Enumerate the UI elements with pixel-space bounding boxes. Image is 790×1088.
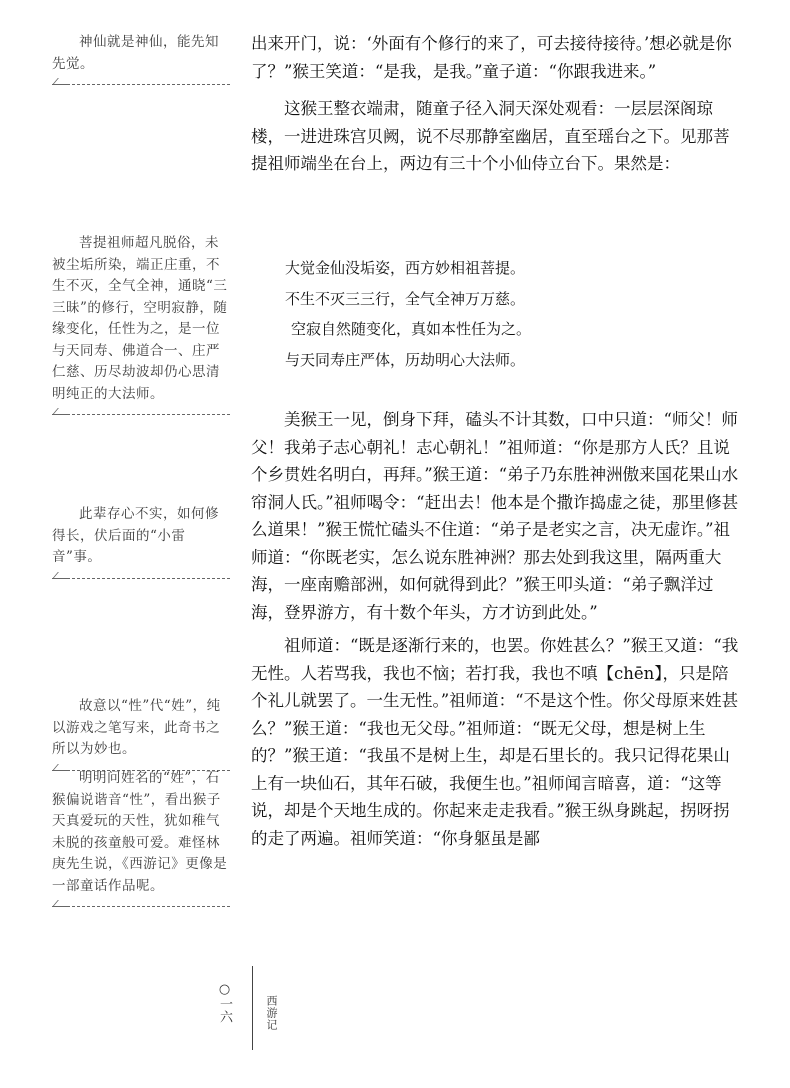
poem-line: 空寂自然随变化，真如本性任为之。 [291,320,532,338]
margin-note-text: 明明问姓名的“姓”，石猴偏说谐音“性”，看出猴子天真爱玩的天性，犹如稚气未脱的孩童般可爱。难怪林庚先生说，《西游记》更像是一部童话作品呢。 [52,770,228,894]
running-head: 西游记 [265,995,278,1031]
poem-line: 不生不灭三三行，全气全神万万慈。 [285,289,526,308]
margin-note [52,696,230,771]
body-paragraph: 出来开门，说：‘外面有个修行的来了，可去接待接待。’想必就是你了？”猴王笑道：“是我，是我。”童子道：“你跟我进来。” [251,34,732,81]
margin-note [52,233,230,415]
margin-note-text: 故意以“性”代“姓”，纯以游戏之笔写来，此奇书之所以为妙也。 [52,698,221,757]
body-paragraph: 美猴王一见，倒身下拜，磕头不计其数，口中只道：“师父！师父！我弟子志心朝礼！志心朝礼！”祖师道：“你是那方人氏？且说个乡贯姓名明白，再拜。”猴王道：“弟子乃东胜神洲傲来国花果山水帘洞人氏。”祖师喝令：“赶出去！他本是个撒诈捣虚之徒，那里修甚么道果！”猴王慌忙磕头不住道：“弟子是老实之言，决无虚诈。”祖师道：“你既老实，怎么说东胜神洲？那去处到我这里，隔两重大海，一座南赡部洲，如何就得到此？”猴王叩头道：“弟子飘洋过海，登界游方，有十数个年头，方才访到此处。” [251,410,739,622]
margin-note [52,32,230,85]
poem [285,253,745,375]
margin-note [52,768,230,907]
margin-note-text: 此辈存心不实，如何修得长，伏后面的“小雷音”事。 [52,506,219,565]
note-divider [52,78,230,85]
margin-note-text: 神仙就是神仙，能先知先觉。 [52,34,219,72]
poem-line: 大觉金仙没垢姿，西方妙相祖菩提。 [285,259,526,277]
body-text-block [251,406,743,852]
poem-line: 与天同寿庄严体，历劫明心大法师。 [285,350,526,369]
footer-divider [252,966,253,1050]
note-divider [52,572,230,579]
margin-note-text: 菩提祖师超凡脱俗，未被尘垢所染，端正庄重，不生不灭，全气全神，通晓“三三昧”的修行，空明寂静，随缘变化，任性为之，是一位与天同寿、佛道合一、庄严仁慈、历尽劫波却仍心思清明纯正的大法师。 [52,235,228,402]
margin-note [52,504,230,579]
page-number: ○一六 [217,982,232,1023]
body-paragraph: 这猴王整衣端肃，随童子径入洞天深处观看：一层层深阁琼楼，一进进珠宫贝阙，说不尽那静室幽居，直至瑶台之下。见那菩提祖师端坐在台上，两边有三十个小仙侍立台下。果然是： [251,99,730,173]
body-text-block [251,30,743,178]
note-divider [52,900,230,907]
body-paragraph: 祖师道：“既是逐渐行来的，也罢。你姓甚么？”猴王又道：“我无性。人若骂我，我也不恼；若打我，我也不嗔【chēn】，只是陪个礼儿就罢了。一生无性。”祖师道：“不是这个性。你父母原来姓甚么？”猴王道：“我也无父母。”祖师道：“既无父母，想是树上生的？”猴王道：“我虽不是树上生，却是石里长的。我只记得花果山上有一块仙石，其年石破，我便生也。”祖师闻言暗喜，道：“这等说，却是个天地生成的。你起来走走我看。”猴王纵身跳起，拐呀拐的走了两遍。祖师笑道：“你身躯虽是鄙 [251,636,739,848]
note-divider [52,408,230,415]
